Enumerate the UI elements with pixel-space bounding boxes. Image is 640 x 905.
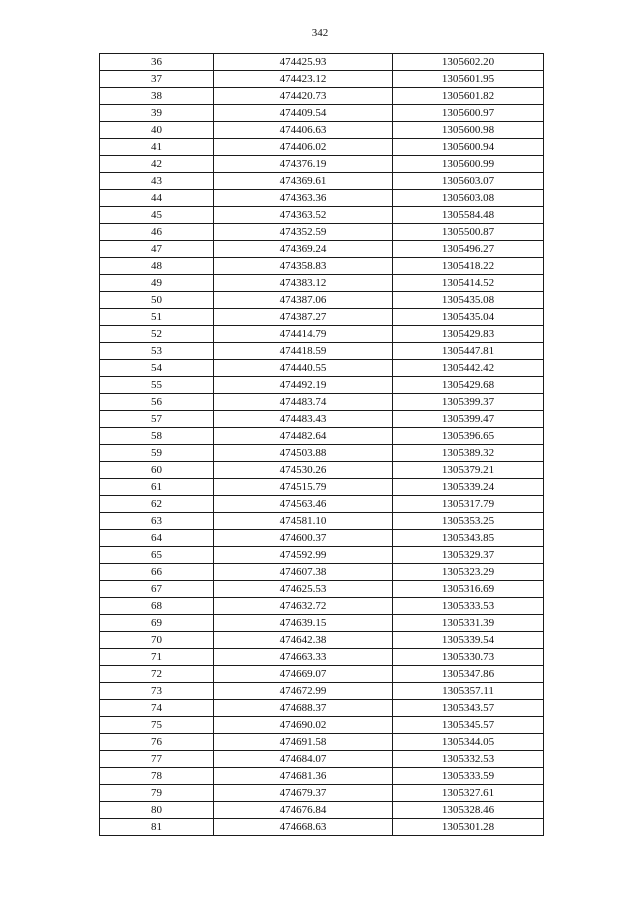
point-number-cell: 49 xyxy=(100,275,214,292)
table-row xyxy=(100,309,544,326)
table-row xyxy=(100,275,544,292)
y-coordinate-cell: 1305601.95 xyxy=(393,71,544,88)
point-number-cell: 65 xyxy=(100,547,214,564)
point-number-cell: 58 xyxy=(100,428,214,445)
point-number-cell: 43 xyxy=(100,173,214,190)
x-coordinate-cell: 474681.36 xyxy=(214,768,393,785)
point-number-cell: 41 xyxy=(100,139,214,156)
table-row xyxy=(100,428,544,445)
table-row xyxy=(100,632,544,649)
y-coordinate-cell: 1305379.21 xyxy=(393,462,544,479)
table-row xyxy=(100,513,544,530)
point-number-cell: 64 xyxy=(100,530,214,547)
y-coordinate-cell: 1305327.61 xyxy=(393,785,544,802)
coordinates-table-body xyxy=(100,54,544,836)
point-number-cell: 61 xyxy=(100,479,214,496)
point-number-cell: 40 xyxy=(100,122,214,139)
x-coordinate-cell: 474642.38 xyxy=(214,632,393,649)
x-coordinate-cell: 474669.07 xyxy=(214,666,393,683)
y-coordinate-cell: 1305496.27 xyxy=(393,241,544,258)
table-row xyxy=(100,564,544,581)
table-row xyxy=(100,326,544,343)
x-coordinate-cell: 474387.27 xyxy=(214,309,393,326)
point-number-cell: 47 xyxy=(100,241,214,258)
point-number-cell: 57 xyxy=(100,411,214,428)
y-coordinate-cell: 1305343.85 xyxy=(393,530,544,547)
table-row xyxy=(100,666,544,683)
x-coordinate-cell: 474581.10 xyxy=(214,513,393,530)
y-coordinate-cell: 1305600.97 xyxy=(393,105,544,122)
point-number-cell: 75 xyxy=(100,717,214,734)
y-coordinate-cell: 1305399.37 xyxy=(393,394,544,411)
point-number-cell: 39 xyxy=(100,105,214,122)
point-number-cell: 42 xyxy=(100,156,214,173)
point-number-cell: 62 xyxy=(100,496,214,513)
table-row xyxy=(100,785,544,802)
x-coordinate-cell: 474676.84 xyxy=(214,802,393,819)
x-coordinate-cell: 474632.72 xyxy=(214,598,393,615)
table-row xyxy=(100,768,544,785)
point-number-cell: 63 xyxy=(100,513,214,530)
table-row xyxy=(100,54,544,71)
y-coordinate-cell: 1305418.22 xyxy=(393,258,544,275)
x-coordinate-cell: 474503.88 xyxy=(214,445,393,462)
table-row xyxy=(100,649,544,666)
y-coordinate-cell: 1305442.42 xyxy=(393,360,544,377)
x-coordinate-cell: 474414.79 xyxy=(214,326,393,343)
point-number-cell: 74 xyxy=(100,700,214,717)
point-number-cell: 67 xyxy=(100,581,214,598)
x-coordinate-cell: 474352.59 xyxy=(214,224,393,241)
point-number-cell: 53 xyxy=(100,343,214,360)
x-coordinate-cell: 474691.58 xyxy=(214,734,393,751)
point-number-cell: 37 xyxy=(100,71,214,88)
table-row xyxy=(100,615,544,632)
x-coordinate-cell: 474663.33 xyxy=(214,649,393,666)
y-coordinate-cell: 1305316.69 xyxy=(393,581,544,598)
point-number-cell: 66 xyxy=(100,564,214,581)
table-row xyxy=(100,173,544,190)
table-row xyxy=(100,496,544,513)
point-number-cell: 69 xyxy=(100,615,214,632)
point-number-cell: 78 xyxy=(100,768,214,785)
table-row xyxy=(100,411,544,428)
point-number-cell: 81 xyxy=(100,819,214,836)
x-coordinate-cell: 474684.07 xyxy=(214,751,393,768)
coordinates-table xyxy=(99,53,544,836)
y-coordinate-cell: 1305603.07 xyxy=(393,173,544,190)
x-coordinate-cell: 474492.19 xyxy=(214,377,393,394)
point-number-cell: 44 xyxy=(100,190,214,207)
x-coordinate-cell: 474387.06 xyxy=(214,292,393,309)
x-coordinate-cell: 474607.38 xyxy=(214,564,393,581)
y-coordinate-cell: 1305329.37 xyxy=(393,547,544,564)
y-coordinate-cell: 1305414.52 xyxy=(393,275,544,292)
x-coordinate-cell: 474369.61 xyxy=(214,173,393,190)
x-coordinate-cell: 474358.83 xyxy=(214,258,393,275)
point-number-cell: 79 xyxy=(100,785,214,802)
y-coordinate-cell: 1305328.46 xyxy=(393,802,544,819)
x-coordinate-cell: 474592.99 xyxy=(214,547,393,564)
y-coordinate-cell: 1305500.87 xyxy=(393,224,544,241)
table-row xyxy=(100,598,544,615)
table-row xyxy=(100,105,544,122)
y-coordinate-cell: 1305357.11 xyxy=(393,683,544,700)
x-coordinate-cell: 474690.02 xyxy=(214,717,393,734)
y-coordinate-cell: 1305345.57 xyxy=(393,717,544,734)
y-coordinate-cell: 1305332.53 xyxy=(393,751,544,768)
table-row xyxy=(100,360,544,377)
point-number-cell: 80 xyxy=(100,802,214,819)
y-coordinate-cell: 1305330.73 xyxy=(393,649,544,666)
x-coordinate-cell: 474406.63 xyxy=(214,122,393,139)
x-coordinate-cell: 474409.54 xyxy=(214,105,393,122)
y-coordinate-cell: 1305396.65 xyxy=(393,428,544,445)
y-coordinate-cell: 1305389.32 xyxy=(393,445,544,462)
table-row xyxy=(100,190,544,207)
table-row xyxy=(100,377,544,394)
table-row xyxy=(100,547,544,564)
page-number: 342 xyxy=(311,27,329,39)
table-row xyxy=(100,88,544,105)
table-row xyxy=(100,156,544,173)
x-coordinate-cell: 474418.59 xyxy=(214,343,393,360)
y-coordinate-cell: 1305399.47 xyxy=(393,411,544,428)
x-coordinate-cell: 474383.12 xyxy=(214,275,393,292)
table-row xyxy=(100,581,544,598)
table-row xyxy=(100,530,544,547)
point-number-cell: 48 xyxy=(100,258,214,275)
y-coordinate-cell: 1305353.25 xyxy=(393,513,544,530)
y-coordinate-cell: 1305429.68 xyxy=(393,377,544,394)
point-number-cell: 73 xyxy=(100,683,214,700)
y-coordinate-cell: 1305600.98 xyxy=(393,122,544,139)
y-coordinate-cell: 1305429.83 xyxy=(393,326,544,343)
x-coordinate-cell: 474515.79 xyxy=(214,479,393,496)
x-coordinate-cell: 474639.15 xyxy=(214,615,393,632)
y-coordinate-cell: 1305603.08 xyxy=(393,190,544,207)
point-number-cell: 50 xyxy=(100,292,214,309)
point-number-cell: 60 xyxy=(100,462,214,479)
x-coordinate-cell: 474672.99 xyxy=(214,683,393,700)
y-coordinate-cell: 1305323.29 xyxy=(393,564,544,581)
table-row xyxy=(100,683,544,700)
point-number-cell: 51 xyxy=(100,309,214,326)
table-row xyxy=(100,462,544,479)
x-coordinate-cell: 474668.63 xyxy=(214,819,393,836)
point-number-cell: 71 xyxy=(100,649,214,666)
x-coordinate-cell: 474363.52 xyxy=(214,207,393,224)
table-row xyxy=(100,802,544,819)
table-row xyxy=(100,343,544,360)
table-row xyxy=(100,71,544,88)
x-coordinate-cell: 474483.74 xyxy=(214,394,393,411)
y-coordinate-cell: 1305344.05 xyxy=(393,734,544,751)
table-row xyxy=(100,207,544,224)
x-coordinate-cell: 474425.93 xyxy=(214,54,393,71)
y-coordinate-cell: 1305339.54 xyxy=(393,632,544,649)
point-number-cell: 36 xyxy=(100,54,214,71)
y-coordinate-cell: 1305333.53 xyxy=(393,598,544,615)
y-coordinate-cell: 1305331.39 xyxy=(393,615,544,632)
table-row xyxy=(100,819,544,836)
table-row xyxy=(100,139,544,156)
x-coordinate-cell: 474688.37 xyxy=(214,700,393,717)
point-number-cell: 45 xyxy=(100,207,214,224)
x-coordinate-cell: 474440.55 xyxy=(214,360,393,377)
point-number-cell: 72 xyxy=(100,666,214,683)
y-coordinate-cell: 1305435.04 xyxy=(393,309,544,326)
table-row xyxy=(100,224,544,241)
point-number-cell: 76 xyxy=(100,734,214,751)
x-coordinate-cell: 474600.37 xyxy=(214,530,393,547)
point-number-cell: 55 xyxy=(100,377,214,394)
point-number-cell: 77 xyxy=(100,751,214,768)
y-coordinate-cell: 1305447.81 xyxy=(393,343,544,360)
x-coordinate-cell: 474482.64 xyxy=(214,428,393,445)
point-number-cell: 38 xyxy=(100,88,214,105)
table-row xyxy=(100,734,544,751)
table-row xyxy=(100,445,544,462)
point-number-cell: 68 xyxy=(100,598,214,615)
x-coordinate-cell: 474625.53 xyxy=(214,581,393,598)
x-coordinate-cell: 474483.43 xyxy=(214,411,393,428)
x-coordinate-cell: 474406.02 xyxy=(214,139,393,156)
y-coordinate-cell: 1305317.79 xyxy=(393,496,544,513)
point-number-cell: 56 xyxy=(100,394,214,411)
table-row xyxy=(100,479,544,496)
y-coordinate-cell: 1305333.59 xyxy=(393,768,544,785)
table-row xyxy=(100,122,544,139)
table-row xyxy=(100,394,544,411)
y-coordinate-cell: 1305339.24 xyxy=(393,479,544,496)
point-number-cell: 52 xyxy=(100,326,214,343)
x-coordinate-cell: 474363.36 xyxy=(214,190,393,207)
x-coordinate-cell: 474679.37 xyxy=(214,785,393,802)
table-row xyxy=(100,241,544,258)
y-coordinate-cell: 1305435.08 xyxy=(393,292,544,309)
x-coordinate-cell: 474423.12 xyxy=(214,71,393,88)
y-coordinate-cell: 1305600.99 xyxy=(393,156,544,173)
x-coordinate-cell: 474563.46 xyxy=(214,496,393,513)
table-row xyxy=(100,751,544,768)
y-coordinate-cell: 1305301.28 xyxy=(393,819,544,836)
y-coordinate-cell: 1305584.48 xyxy=(393,207,544,224)
point-number-cell: 46 xyxy=(100,224,214,241)
point-number-cell: 70 xyxy=(100,632,214,649)
x-coordinate-cell: 474376.19 xyxy=(214,156,393,173)
point-number-cell: 59 xyxy=(100,445,214,462)
table-row xyxy=(100,717,544,734)
y-coordinate-cell: 1305602.20 xyxy=(393,54,544,71)
table-row xyxy=(100,292,544,309)
x-coordinate-cell: 474420.73 xyxy=(214,88,393,105)
y-coordinate-cell: 1305601.82 xyxy=(393,88,544,105)
y-coordinate-cell: 1305343.57 xyxy=(393,700,544,717)
x-coordinate-cell: 474530.26 xyxy=(214,462,393,479)
y-coordinate-cell: 1305600.94 xyxy=(393,139,544,156)
point-number-cell: 54 xyxy=(100,360,214,377)
y-coordinate-cell: 1305347.86 xyxy=(393,666,544,683)
table-row xyxy=(100,700,544,717)
table-row xyxy=(100,258,544,275)
x-coordinate-cell: 474369.24 xyxy=(214,241,393,258)
